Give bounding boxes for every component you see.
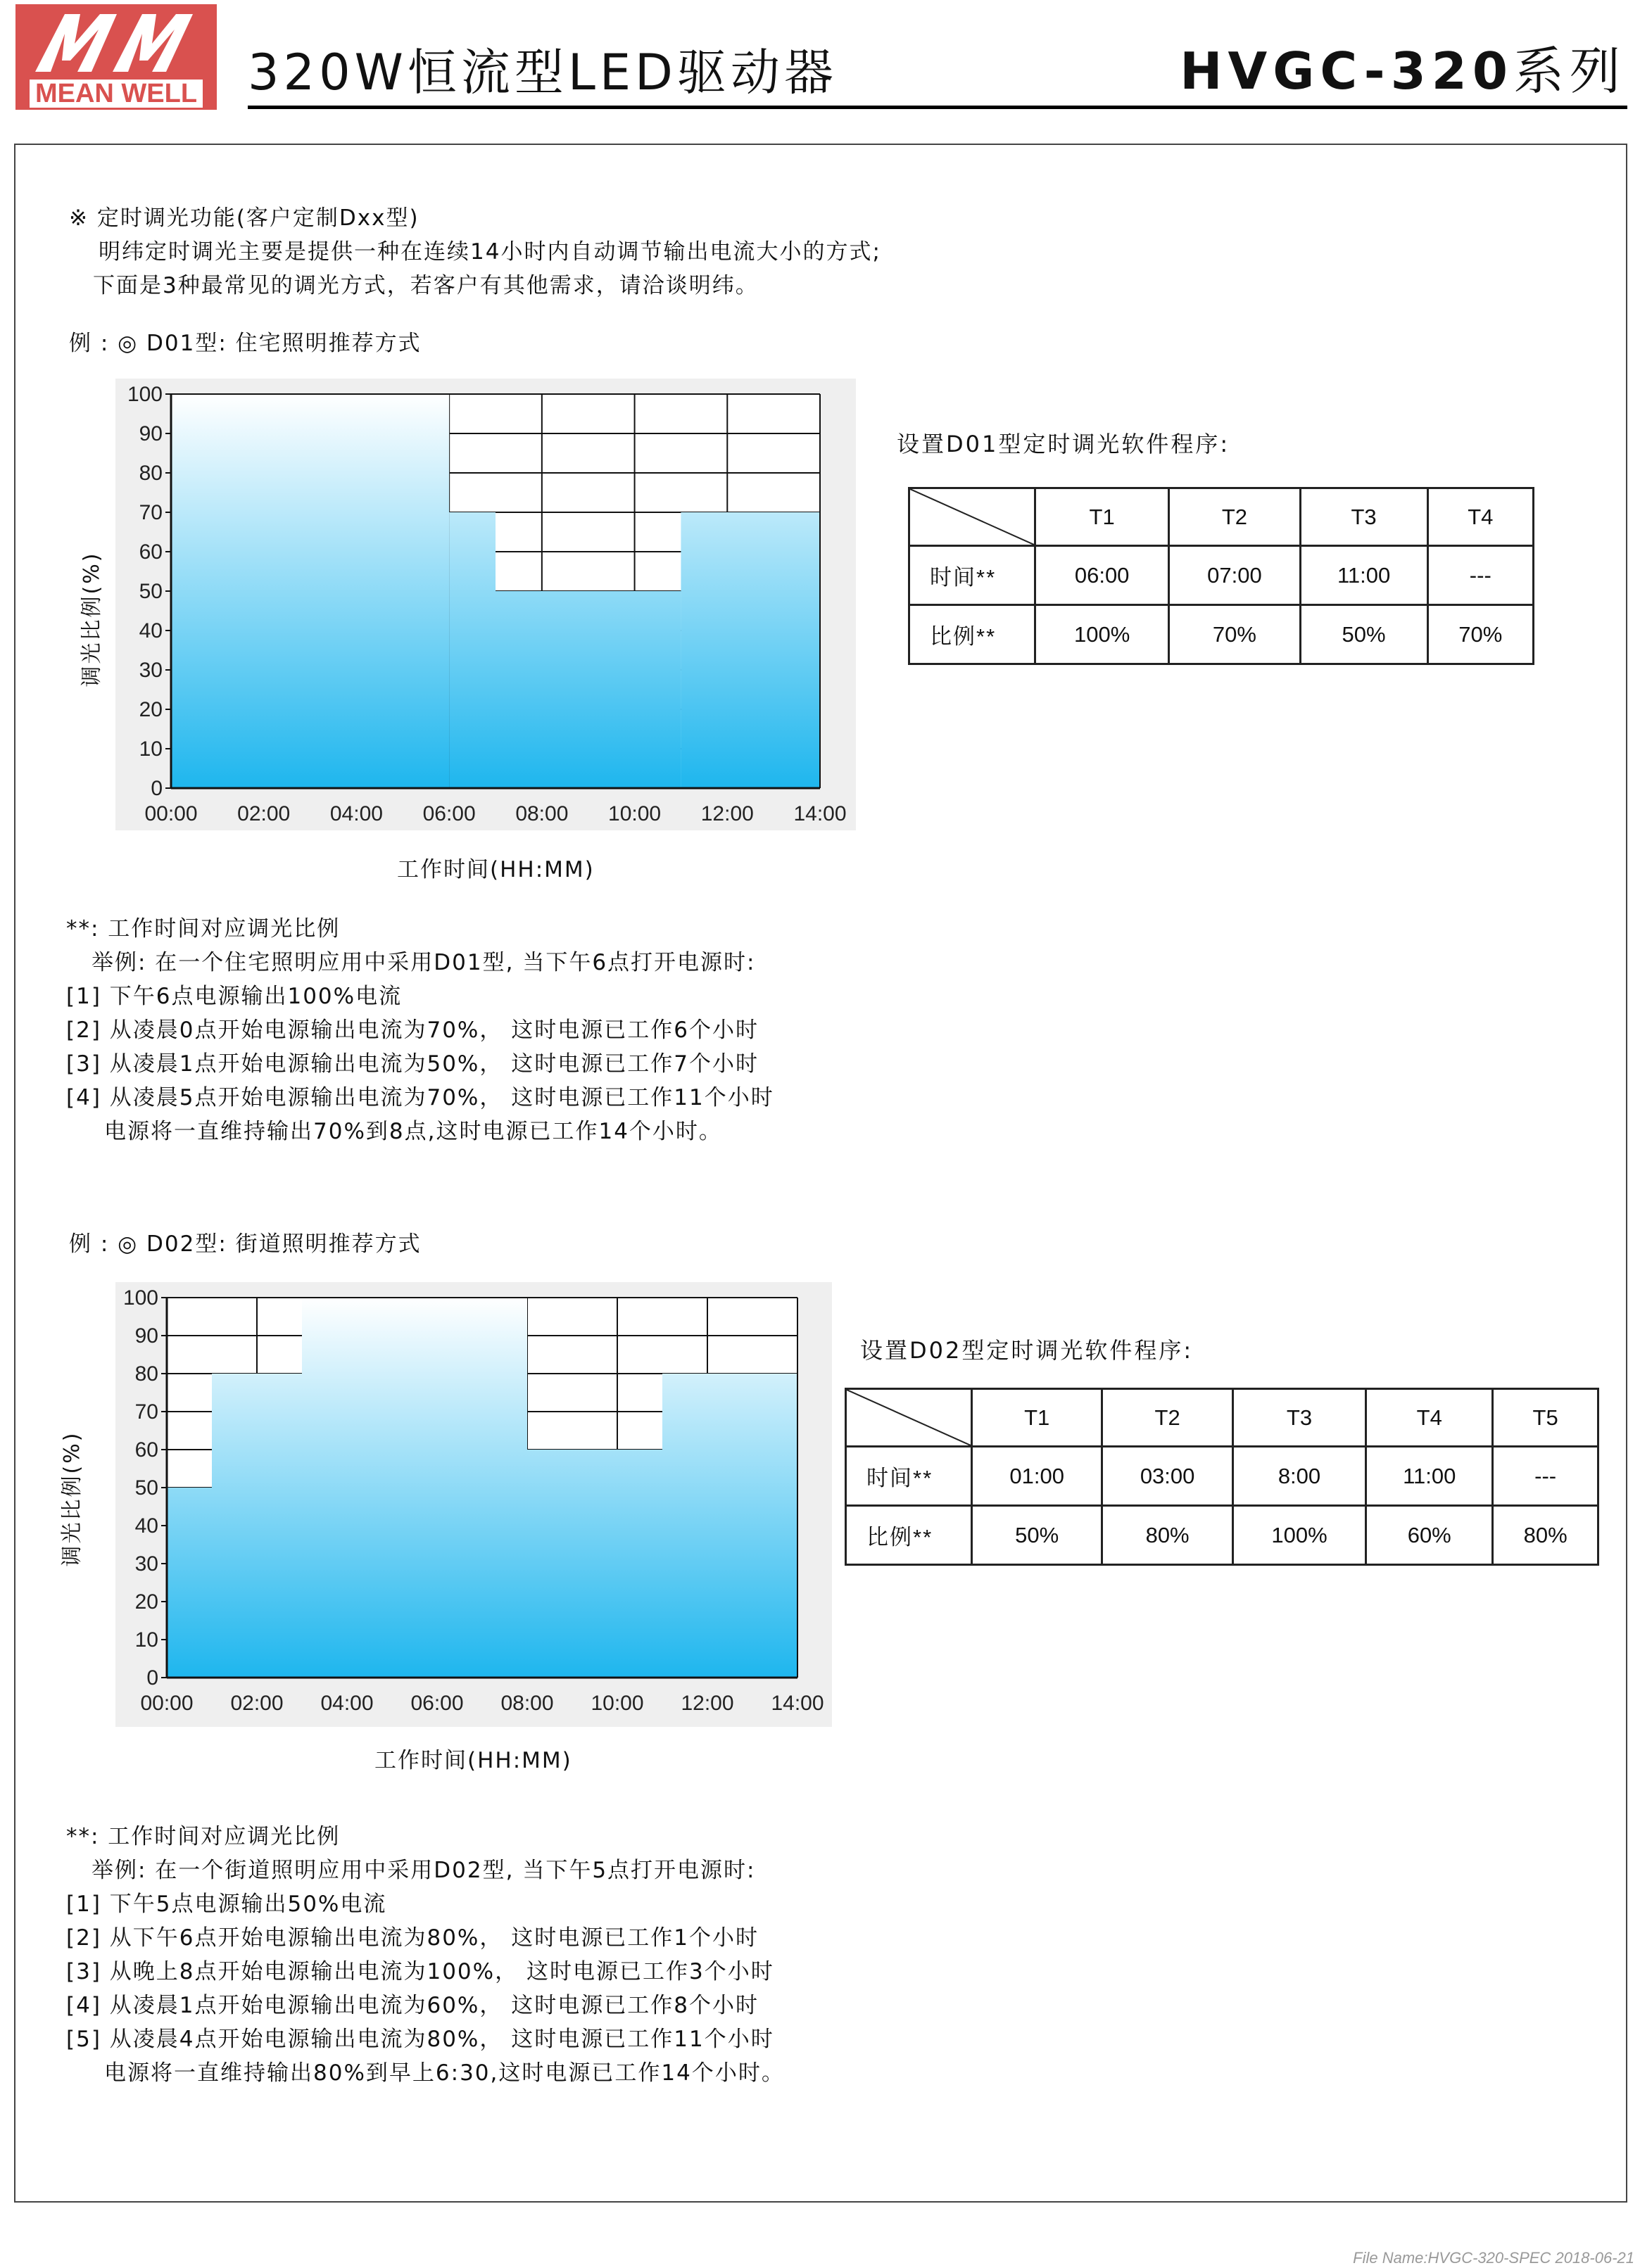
x-tick-label: 02:00 [237,802,291,825]
y-tick-label: 100 [122,1286,158,1310]
d01-note-2: [2] 从凌晨0点开始电源输出电流为70%， 这时电源已工作6个小时 [66,1018,759,1043]
x-tick-label: 00:00 [140,1692,194,1715]
area-step [681,512,820,788]
area-step [662,1374,797,1678]
table-header: T3 [1232,1389,1365,1447]
header-rule [248,106,1627,109]
table-cell: 06:00 [1035,546,1169,605]
intro-line-2: 下面是3种最常见的调光方式，若客户有其他需求，请洽谈明纬。 [93,273,759,298]
x-tick-label: 10:00 [591,1692,644,1715]
table-cell: --- [1427,546,1533,605]
row-label-ratio: 比例** [909,605,1035,664]
table-cell: 60% [1366,1506,1493,1565]
d02-notes-title: **: 工作时间对应调光比例 [66,1824,341,1849]
y-tick-label: 90 [139,422,163,445]
table-cell: 80% [1102,1506,1232,1565]
table-cell: 11:00 [1366,1447,1493,1506]
d02-dimming-chart [115,1282,832,1727]
table-header: T3 [1300,488,1427,546]
x-tick-label: 12:00 [700,802,754,825]
table-header: T1 [1035,488,1169,546]
x-tick-label: 04:00 [320,1692,374,1715]
d02-program-caption: 设置D02型定时调光软件程序: [860,1337,1194,1364]
table-cell: 11:00 [1300,546,1427,605]
x-tick-label: 00:00 [144,802,198,825]
d01-example-label: 例 : ◎ D01型: 住宅照明推荐方式 [69,331,422,356]
x-tick-label: 06:00 [410,1692,464,1715]
x-tick-label: 02:00 [230,1692,284,1715]
x-tick-label: 14:00 [793,802,847,825]
page-title: 320W恒流型LED驱动器 [248,44,838,101]
y-tick-label: 10 [139,737,163,761]
d02-notes-example: 举例: 在一个街道照明应用中采用D02型, 当下午5点打开电源时: [92,1858,756,1883]
d01-note-tail: 电源将一直维持输出70%到8点,这时电源已工作14个小时。 [104,1119,722,1144]
x-tick-label: 12:00 [681,1692,734,1715]
area-step [212,1374,302,1678]
d02-y-axis-label: 调光比例(%) [60,1431,84,1567]
y-tick-label: 50 [139,580,163,603]
area-step [496,591,681,788]
d01-program-table [908,487,1534,665]
row-label-time: 时间** [846,1447,972,1506]
y-tick-label: 10 [134,1628,158,1652]
mw-logo-mark [15,4,217,80]
table-header: T2 [1102,1389,1232,1447]
intro-line-1: 明纬定时调光主要是提供一种在连续14小时内自动调节输出电流大小的方式; [99,239,881,265]
table-corner-cell [846,1389,972,1447]
y-tick-label: 60 [139,540,163,564]
y-tick-label: 40 [134,1514,158,1538]
x-tick-label: 08:00 [515,802,569,825]
table-header: T1 [972,1389,1102,1447]
d01-note-4: [4] 从凌晨5点开始电源输出电流为70%， 这时电源已工作11个小时 [66,1085,774,1110]
table-header: T5 [1493,1389,1598,1447]
d02-note-1: [1] 下午5点电源输出50%电流 [66,1892,387,1917]
d02-note-tail: 电源将一直维持输出80%到早上6:30,这时电源已工作14个小时。 [104,2060,785,2086]
table-cell: 70% [1427,605,1533,664]
table-corner-cell [909,488,1035,546]
area-step [171,394,449,788]
intro-heading: ※ 定时调光功能(客户定制Dxx型) [69,205,420,231]
d01-x-axis-label: 工作时间(HH:MM) [397,857,595,882]
table-cell: 70% [1169,605,1300,664]
y-tick-label: 20 [139,698,163,721]
d01-program-caption: 设置D01型定时调光软件程序: [897,431,1230,457]
d01-notes-title: **: 工作时间对应调光比例 [66,916,341,942]
y-tick-label: 40 [139,619,163,642]
d02-note-3: [3] 从晚上8点开始电源输出电流为100%， 这时电源已工作3个小时 [66,1959,774,1984]
d02-note-4: [4] 从凌晨1点开始电源输出电流为60%， 这时电源已工作8个小时 [66,1993,759,2018]
y-tick-label: 70 [134,1400,158,1424]
table-cell: 100% [1232,1506,1365,1565]
d02-note-2: [2] 从下午6点开始电源输出电流为80%， 这时电源已工作1个小时 [66,1925,759,1951]
d02-program-table [845,1388,1599,1566]
d01-note-1: [1] 下午6点电源输出100%电流 [66,984,403,1009]
area-step [302,1298,527,1678]
footer-file-name: File Name:HVGC-320-SPEC 2018-06-21 [1353,2249,1634,2267]
d01-notes-example: 举例: 在一个住宅照明应用中采用D01型, 当下午6点打开电源时: [92,950,756,975]
x-tick-label: 08:00 [500,1692,554,1715]
table-cell: 80% [1493,1506,1598,1565]
table-cell: 100% [1035,605,1169,664]
area-step [167,1488,212,1678]
x-tick-label: 14:00 [771,1692,824,1715]
d01-note-3: [3] 从凌晨1点开始电源输出电流为50%， 这时电源已工作7个小时 [66,1051,759,1077]
y-tick-label: 90 [134,1324,158,1348]
y-tick-label: 30 [139,659,163,682]
y-tick-label: 50 [134,1476,158,1500]
table-cell: 8:00 [1232,1447,1365,1506]
y-tick-label: 100 [127,383,163,406]
x-tick-label: 04:00 [329,802,383,825]
table-header: T4 [1427,488,1533,546]
row-label-ratio: 比例** [846,1506,972,1565]
y-tick-label: 0 [151,777,163,800]
area-step [527,1450,662,1678]
x-tick-label: 10:00 [608,802,662,825]
y-tick-label: 20 [134,1590,158,1614]
area-step [449,512,496,788]
series-suffix: 系列 [1513,42,1626,101]
y-tick-label: 80 [134,1362,158,1386]
y-tick-label: 70 [139,501,163,524]
table-header: T4 [1366,1389,1493,1447]
series-title [1180,39,1626,103]
logo-wordmark: MEAN WELL [15,77,217,110]
mean-well-logo [15,4,217,110]
d02-example-label: 例 : ◎ D02型: 街道照明推荐方式 [69,1231,422,1257]
y-tick-label: 0 [146,1666,158,1690]
y-tick-label: 30 [134,1552,158,1576]
table-cell: 50% [972,1506,1102,1565]
table-cell: 03:00 [1102,1447,1232,1506]
d01-dimming-chart [115,379,856,830]
d02-x-axis-label: 工作时间(HH:MM) [374,1748,572,1773]
table-cell: 50% [1300,605,1427,664]
table-cell: 01:00 [972,1447,1102,1506]
table-cell: --- [1493,1447,1598,1506]
y-tick-label: 80 [139,462,163,485]
table-header: T2 [1169,488,1300,546]
x-tick-label: 06:00 [422,802,476,825]
y-tick-label: 60 [134,1438,158,1462]
table-cell: 07:00 [1169,546,1300,605]
row-label-time: 时间** [909,546,1035,605]
series-model: HVGC-320 [1180,42,1513,101]
d02-note-5: [5] 从凌晨4点开始电源输出电流为80%， 这时电源已工作11个小时 [66,2027,774,2052]
d01-y-axis-label: 调光比例(%) [80,551,104,688]
